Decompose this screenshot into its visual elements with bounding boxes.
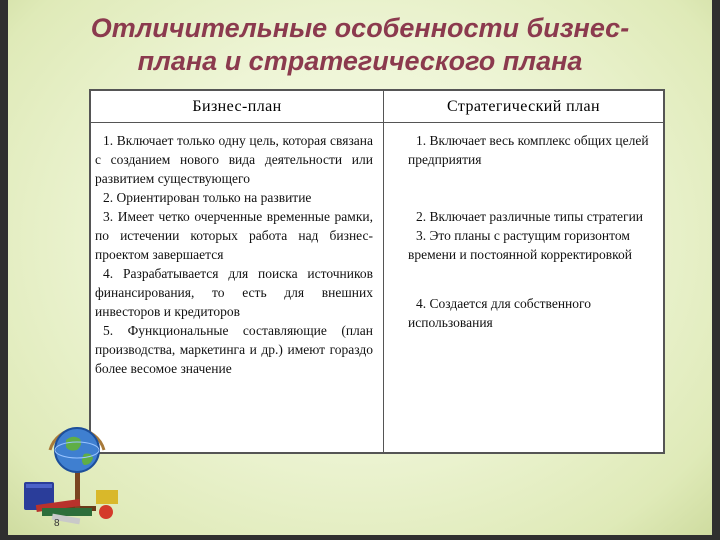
title-line-1: Отличительные особенности бизнес- <box>90 13 630 43</box>
list-item: 4. Создается для собственного использования <box>408 296 591 330</box>
slide-title <box>68 12 652 78</box>
list-item: 4. Разрабатывается для поиска источников финансирования, то есть для внешних инвесторов и кредиторов <box>95 266 373 319</box>
header-strategic-plan: Стратегический план <box>384 90 665 123</box>
list-item: 3. Это планы с растущим горизонтом времени и постоянной корректировкой <box>408 228 632 262</box>
strategic-plan-cell <box>384 123 665 454</box>
business-plan-cell <box>90 123 384 454</box>
title-line-2: плана и стратегического плана <box>137 46 583 76</box>
table-header-row <box>90 90 664 123</box>
list-item: 2. Включает различные типы стратегии <box>416 209 644 224</box>
list-item: 2. Ориентирован только на развитие <box>103 190 312 205</box>
list-item: 1. Включает только одну цель, которая связана с созданием нового вида деятельности или развитием существующего <box>95 133 373 186</box>
list-item: 5. Функциональные составляющие (план производства, маркетинга и др.) имеют гораздо более весомое значение <box>95 323 373 376</box>
list-item: 3. Имеет четко очерченные временные рамки, по истечении которых работа над бизнес-проектом завершается <box>95 209 373 262</box>
list-item: 1. Включает весь комплекс общих целей предприятия <box>408 133 649 167</box>
table-row <box>90 123 664 454</box>
comparison-table <box>89 89 665 454</box>
svg-text:8: 8 <box>54 518 60 529</box>
globe-books-clipart-icon <box>22 420 132 530</box>
header-business-plan: Бизнес-план <box>90 90 384 123</box>
